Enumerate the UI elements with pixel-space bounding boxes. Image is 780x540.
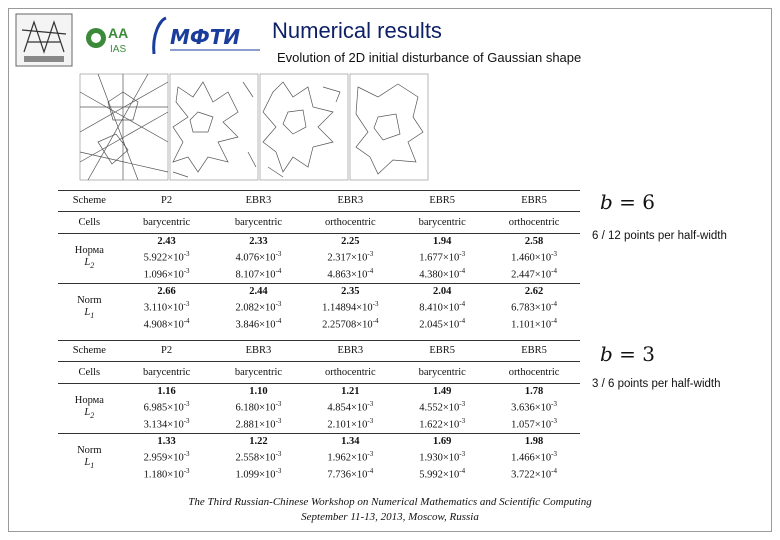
header-cell: EBR3 xyxy=(213,341,305,362)
error-value xyxy=(217,448,301,465)
cells-value: barycentric xyxy=(121,212,213,234)
error-exponent: -3 xyxy=(275,400,282,408)
result-cell xyxy=(488,284,580,334)
error-mantissa: 6.180×10 xyxy=(235,402,276,414)
footer-line-1: The Third Russian-Chinese Workshop on Numerical Mathematics and Scientific Computing xyxy=(188,496,592,508)
error-exponent: -3 xyxy=(459,416,466,425)
error-value xyxy=(217,415,301,432)
table-row xyxy=(58,234,580,284)
cells-value: barycentric xyxy=(213,212,305,234)
mipt-logo-text: МФТИ xyxy=(170,25,241,49)
error-exponent: -3 xyxy=(275,300,282,309)
error-exponent: -4 xyxy=(183,316,190,325)
error-exponent: -3 xyxy=(367,416,374,425)
cells-row xyxy=(58,212,580,234)
error-exponent: -4 xyxy=(367,266,374,275)
error-value xyxy=(492,415,576,432)
error-exponent: -3 xyxy=(372,300,379,309)
error-value xyxy=(217,465,301,482)
table-row xyxy=(58,434,580,484)
error-mantissa: 4.076×10 xyxy=(235,252,276,264)
norm-symbol: L xyxy=(84,256,91,268)
error-value xyxy=(308,315,392,332)
convergence-order: 2.33 xyxy=(249,236,268,247)
result-cell xyxy=(488,384,580,434)
error-mantissa: 5.992×10 xyxy=(419,469,460,481)
result-cell xyxy=(213,234,305,284)
error-value xyxy=(308,265,392,282)
error-value xyxy=(308,448,392,465)
aa-logo xyxy=(84,18,136,58)
error-value xyxy=(492,315,576,332)
error-exponent: -3 xyxy=(183,250,190,258)
error-exponent: -4 xyxy=(551,300,557,309)
result-cell xyxy=(121,284,213,334)
mesh-image-mid-left xyxy=(170,74,258,180)
error-mantissa: 7.736×10 xyxy=(327,469,368,481)
result-cell xyxy=(121,234,213,284)
error-value xyxy=(125,465,209,482)
error-mantissa: 1.622×10 xyxy=(419,419,460,430)
result-cell xyxy=(213,384,305,434)
error-exponent: -3 xyxy=(459,400,466,408)
error-value xyxy=(217,265,301,282)
footer-line-2: September 11-13, 2013, Moscow, Russia xyxy=(301,511,479,523)
header-cell: EBR3 xyxy=(304,191,396,212)
error-mantissa: 4.863×10 xyxy=(327,269,368,280)
result-cell xyxy=(121,384,213,434)
svg-text:AA: AA xyxy=(108,25,129,41)
error-value xyxy=(492,248,576,265)
error-value xyxy=(400,248,484,265)
error-value xyxy=(400,415,484,432)
table-row xyxy=(58,384,580,434)
norm-subscript: 1 xyxy=(90,461,95,471)
mesh-image-left xyxy=(80,74,168,180)
error-mantissa: 6.783×10 xyxy=(511,302,552,314)
formula-var: b xyxy=(600,342,613,366)
result-cell xyxy=(396,234,488,284)
page-title: Numerical results xyxy=(272,18,442,43)
error-exponent: -3 xyxy=(551,400,557,408)
convergence-order: 1.94 xyxy=(432,236,452,247)
error-mantissa: 2.25708×10 xyxy=(322,319,373,331)
error-exponent: -3 xyxy=(459,450,466,459)
norm-label-top: Норма xyxy=(74,394,104,406)
header-cell: EBR5 xyxy=(396,341,488,362)
convergence-order: 2.62 xyxy=(524,286,544,298)
header-cell: P2 xyxy=(121,341,213,362)
error-exponent: -3 xyxy=(275,450,282,459)
error-mantissa: 3.110×10 xyxy=(143,302,184,314)
formula-b3 xyxy=(600,342,655,366)
error-value xyxy=(125,448,209,465)
error-exponent: -3 xyxy=(367,400,374,408)
error-mantissa: 2.045×10 xyxy=(419,319,460,331)
error-mantissa: 4.380×10 xyxy=(419,269,460,280)
result-cell xyxy=(304,434,396,484)
result-cell xyxy=(121,434,213,484)
convergence-order: 2.43 xyxy=(157,236,176,247)
error-mantissa: 1.962×10 xyxy=(327,452,368,464)
convergence-order: 1.78 xyxy=(524,386,544,397)
norm-subscript: 1 xyxy=(90,311,95,321)
convergence-order: 2.25 xyxy=(341,236,360,247)
cells-value: barycentric xyxy=(213,362,305,384)
error-value xyxy=(217,298,301,315)
formula-var: b xyxy=(600,190,613,214)
error-exponent: -3 xyxy=(183,450,190,459)
mesh-illustrations xyxy=(78,72,430,187)
error-value xyxy=(400,315,484,332)
caption-b6: 6 / 12 points per half-width xyxy=(592,230,727,242)
convergence-order: 1.16 xyxy=(157,386,176,397)
error-value xyxy=(125,298,209,315)
error-value xyxy=(125,398,209,415)
error-mantissa: 2.317×10 xyxy=(327,252,368,264)
error-exponent: -3 xyxy=(459,250,466,258)
error-mantissa: 2.101×10 xyxy=(327,419,368,430)
norm-label xyxy=(58,384,121,434)
error-mantissa: 1.057×10 xyxy=(511,419,552,430)
error-mantissa: 5.922×10 xyxy=(143,252,184,264)
error-value xyxy=(217,315,301,332)
table-row xyxy=(58,284,580,334)
result-cell xyxy=(396,384,488,434)
norm-label xyxy=(58,234,121,284)
error-exponent: -4 xyxy=(459,300,466,309)
error-value xyxy=(217,248,301,265)
cells-row xyxy=(58,362,580,384)
table-header-row xyxy=(58,191,580,212)
norm-subscript: 2 xyxy=(90,261,95,271)
results-table-b6 xyxy=(58,190,580,334)
convergence-order: 1.98 xyxy=(524,436,544,448)
convergence-order: 1.34 xyxy=(341,436,360,448)
header-cell: EBR5 xyxy=(396,191,488,212)
convergence-order: 1.21 xyxy=(341,386,360,397)
error-value xyxy=(400,398,484,415)
error-mantissa: 3.636×10 xyxy=(511,402,552,414)
result-cell xyxy=(213,434,305,484)
error-value xyxy=(217,398,301,415)
error-exponent: -4 xyxy=(367,466,374,475)
cells-value: orthocentric xyxy=(488,212,580,234)
results-table-b3 xyxy=(58,340,580,484)
error-exponent: -4 xyxy=(551,266,557,275)
cells-value: barycentric xyxy=(396,362,488,384)
error-mantissa: 6.985×10 xyxy=(143,402,184,414)
error-mantissa: 3.846×10 xyxy=(235,319,276,331)
cells-value: orthocentric xyxy=(304,362,396,384)
header-cell: EBR3 xyxy=(213,191,305,212)
error-mantissa: 2.881×10 xyxy=(235,419,276,430)
error-value xyxy=(125,415,209,432)
formula-eq: = 3 xyxy=(619,342,656,366)
norm-label-symbol xyxy=(62,407,117,422)
error-exponent: -3 xyxy=(183,266,190,275)
error-exponent: -3 xyxy=(183,416,190,425)
error-value xyxy=(125,248,209,265)
norm-label-symbol xyxy=(62,257,117,272)
cells-label: Cells xyxy=(58,362,121,384)
error-exponent: -3 xyxy=(275,250,282,258)
error-value xyxy=(308,298,392,315)
error-mantissa: 4.854×10 xyxy=(327,402,368,414)
workshop-logo xyxy=(14,12,74,68)
mesh-image-mid-right xyxy=(260,74,348,180)
cells-value: barycentric xyxy=(121,362,213,384)
cells-value: orthocentric xyxy=(488,362,580,384)
norm-label-top: Norm xyxy=(77,445,102,457)
cells-value: barycentric xyxy=(396,212,488,234)
norm-label-top: Норма xyxy=(74,244,104,256)
header-cell: EBR5 xyxy=(488,191,580,212)
formula-eq: = 6 xyxy=(619,190,656,214)
error-mantissa: 4.908×10 xyxy=(143,319,184,331)
error-mantissa: 1.677×10 xyxy=(419,252,460,264)
mesh-image-right xyxy=(350,74,428,180)
norm-symbol: L xyxy=(84,457,91,469)
error-mantissa: 1.14894×10 xyxy=(322,302,373,314)
convergence-order: 2.35 xyxy=(341,286,360,298)
cells-label: Cells xyxy=(58,212,121,234)
error-mantissa: 1.180×10 xyxy=(143,469,184,481)
norm-subscript: 2 xyxy=(90,411,95,421)
error-exponent: -3 xyxy=(551,416,557,425)
convergence-order: 1.69 xyxy=(432,436,452,448)
error-value xyxy=(492,298,576,315)
error-mantissa: 1.099×10 xyxy=(235,469,276,481)
error-value xyxy=(400,465,484,482)
caption-b3: 3 / 6 points per half-width xyxy=(592,378,721,390)
error-value xyxy=(400,298,484,315)
error-exponent: -3 xyxy=(551,250,557,258)
error-exponent: -3 xyxy=(551,450,557,459)
norm-symbol: L xyxy=(84,307,91,319)
error-mantissa: 2.082×10 xyxy=(235,302,276,314)
svg-text:IAS: IAS xyxy=(110,44,127,55)
error-mantissa: 3.134×10 xyxy=(143,419,184,430)
convergence-order: 1.33 xyxy=(157,436,176,448)
error-mantissa: 2.447×10 xyxy=(511,269,552,280)
error-mantissa: 2.959×10 xyxy=(143,452,184,464)
cells-value: orthocentric xyxy=(304,212,396,234)
error-exponent: -4 xyxy=(275,266,282,275)
page-subtitle: Evolution of 2D initial disturbance of Gaussian shape xyxy=(277,50,582,65)
error-value xyxy=(308,415,392,432)
header-cell: EBR5 xyxy=(488,341,580,362)
error-value xyxy=(492,265,576,282)
error-exponent: -3 xyxy=(183,300,190,309)
error-value xyxy=(492,398,576,415)
error-value xyxy=(400,265,484,282)
result-cell xyxy=(396,434,488,484)
error-exponent: -3 xyxy=(275,466,282,475)
table-header-row xyxy=(58,341,580,362)
result-cell xyxy=(304,384,396,434)
error-mantissa: 1.460×10 xyxy=(511,252,552,264)
error-value xyxy=(308,248,392,265)
result-cell xyxy=(488,234,580,284)
header-cell: EBR3 xyxy=(304,341,396,362)
convergence-order: 1.22 xyxy=(249,436,268,448)
error-value xyxy=(308,465,392,482)
result-cell xyxy=(396,284,488,334)
error-exponent: -4 xyxy=(372,316,379,325)
norm-label xyxy=(58,434,121,484)
error-value xyxy=(125,315,209,332)
norm-label-symbol xyxy=(62,307,117,322)
norm-symbol: L xyxy=(84,406,91,418)
convergence-order: 2.04 xyxy=(432,286,452,298)
norm-label-symbol xyxy=(62,457,117,472)
error-exponent: -4 xyxy=(551,316,557,325)
error-mantissa: 1.096×10 xyxy=(143,269,184,280)
error-mantissa: 3.722×10 xyxy=(511,469,552,481)
convergence-order: 2.58 xyxy=(524,236,544,247)
header-cell: Scheme xyxy=(58,191,121,212)
error-value xyxy=(400,448,484,465)
mipt-logo xyxy=(148,14,268,62)
result-cell xyxy=(213,284,305,334)
error-exponent: -3 xyxy=(183,400,190,408)
error-exponent: -4 xyxy=(551,466,557,475)
convergence-order: 2.66 xyxy=(157,286,176,298)
result-cell xyxy=(304,234,396,284)
error-value xyxy=(125,265,209,282)
error-mantissa: 1.466×10 xyxy=(511,452,552,464)
error-exponent: -4 xyxy=(459,266,466,275)
error-mantissa: 8.107×10 xyxy=(235,269,276,280)
error-mantissa: 4.552×10 xyxy=(419,402,460,414)
error-exponent: -3 xyxy=(367,250,374,258)
norm-label xyxy=(58,284,121,334)
error-mantissa: 1.930×10 xyxy=(419,452,460,464)
error-exponent: -3 xyxy=(275,416,282,425)
result-cell xyxy=(304,284,396,334)
error-exponent: -3 xyxy=(183,466,190,475)
error-value xyxy=(492,448,576,465)
error-mantissa: 2.558×10 xyxy=(235,452,276,464)
error-exponent: -4 xyxy=(459,466,466,475)
error-value xyxy=(308,398,392,415)
convergence-order: 2.44 xyxy=(249,286,268,298)
error-exponent: -4 xyxy=(275,316,282,325)
result-cell xyxy=(488,434,580,484)
error-exponent: -4 xyxy=(459,316,466,325)
header-cell: P2 xyxy=(121,191,213,212)
convergence-order: 1.49 xyxy=(432,386,452,397)
convergence-order: 1.10 xyxy=(249,386,268,397)
header-cell: Scheme xyxy=(58,341,121,362)
norm-label-top: Norm xyxy=(77,295,102,307)
error-value xyxy=(492,465,576,482)
error-mantissa: 8.410×10 xyxy=(419,302,460,314)
formula-b6 xyxy=(600,190,655,214)
error-mantissa: 1.101×10 xyxy=(511,319,552,331)
error-exponent: -3 xyxy=(367,450,374,459)
